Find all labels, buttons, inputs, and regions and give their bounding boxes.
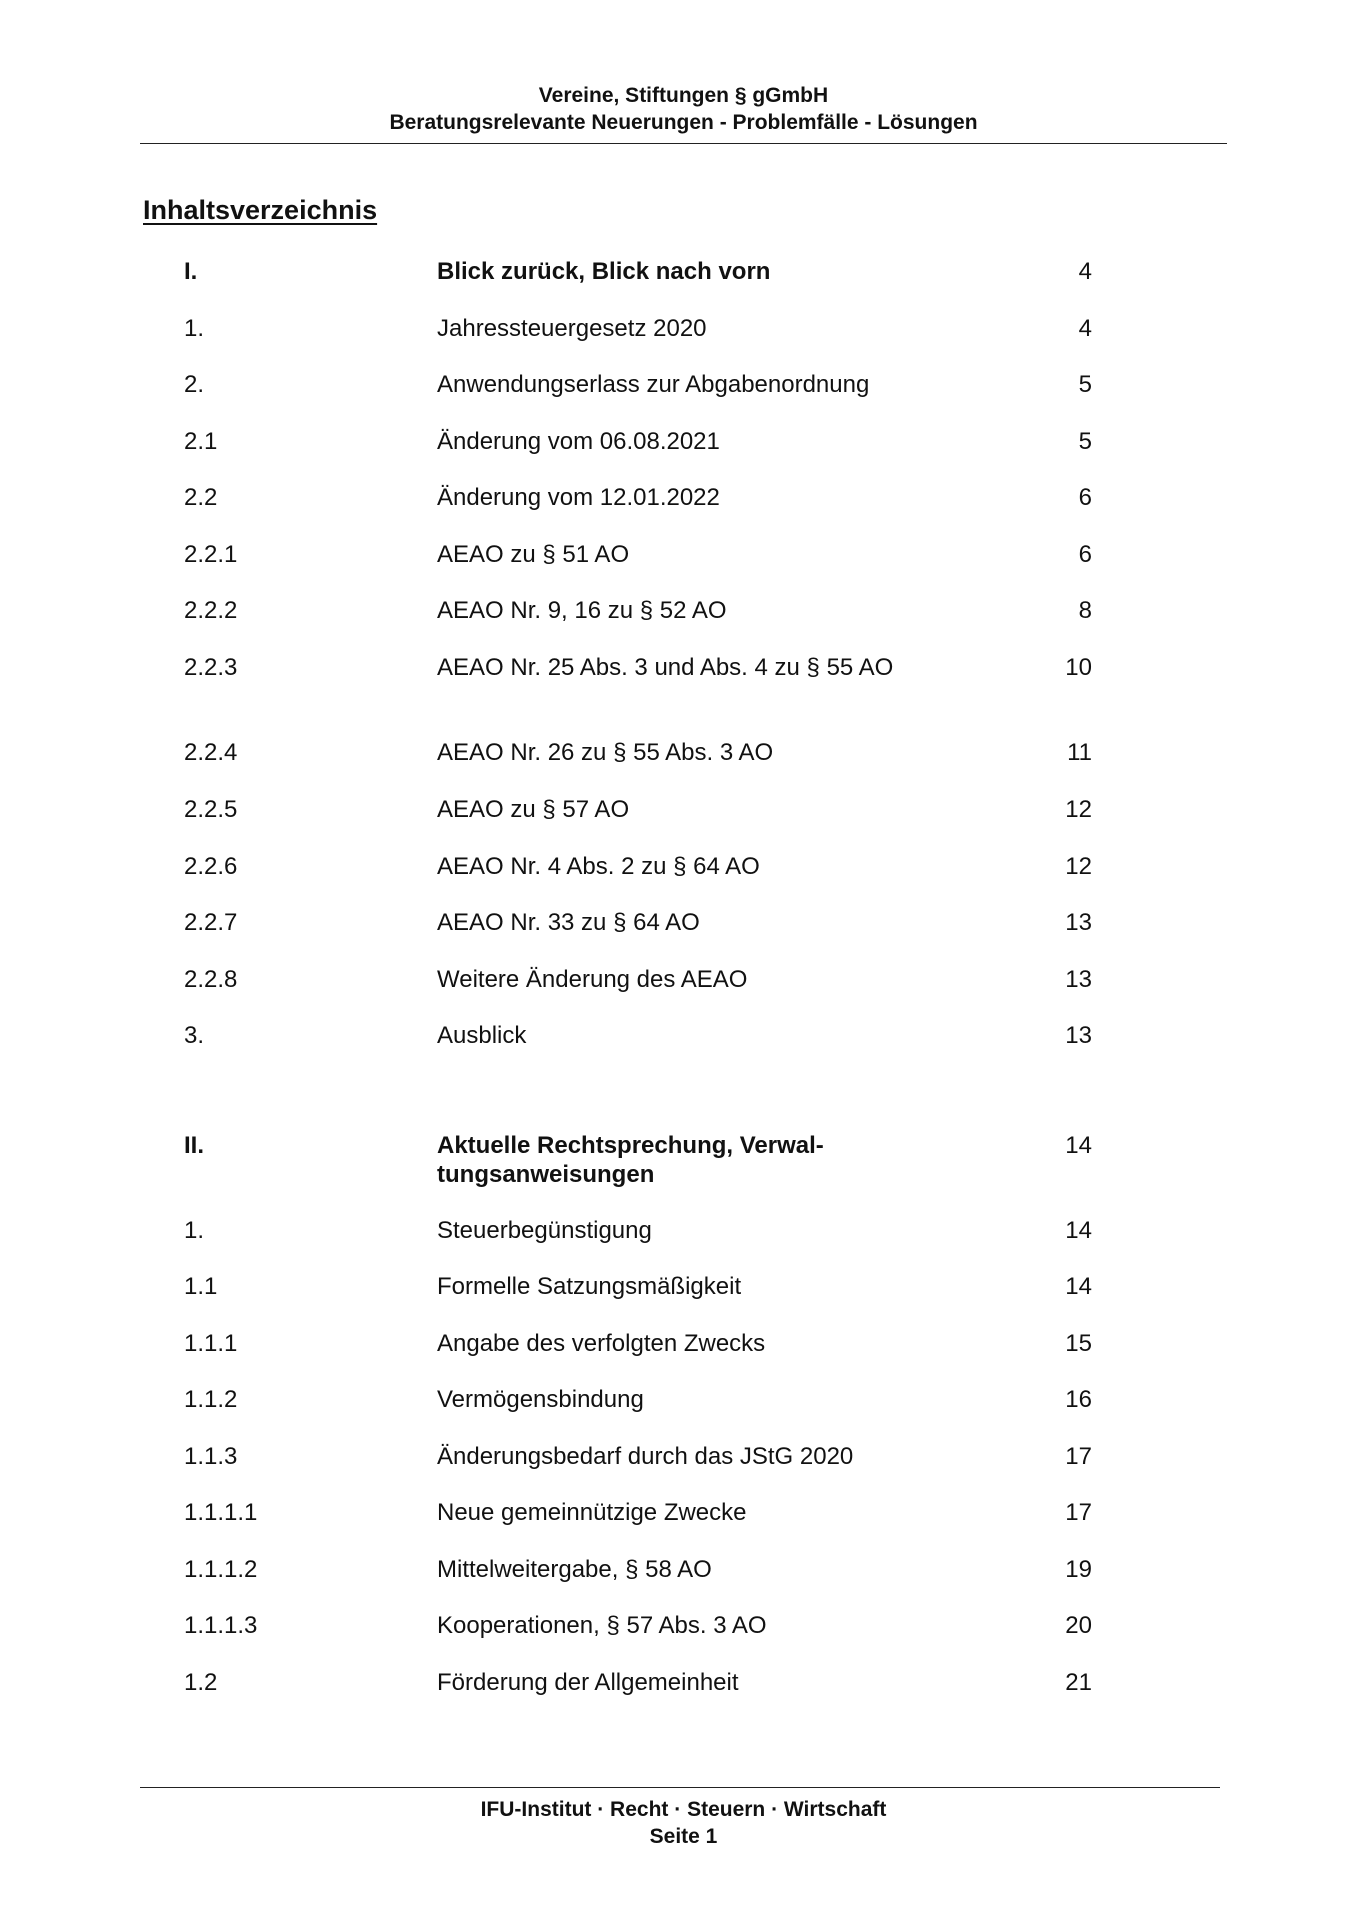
toc-entry-number: 2.1 [184, 428, 218, 455]
header-subtitle: Beratungsrelevante Neuerungen - Problemfälle - Lösungen [389, 111, 978, 134]
page-header [140, 82, 1227, 136]
toc-entry-page: 16 [1065, 1386, 1092, 1413]
toc-entry-page: 20 [1065, 1612, 1092, 1639]
toc-entry-title: Blick zurück, Blick nach vorn [437, 258, 771, 285]
toc-entry-number: 2.2.4 [184, 739, 238, 766]
toc-entry-number: 1.1.2 [184, 1386, 238, 1413]
toc-entry-title: Vermögensbindung [437, 1386, 644, 1413]
header-title: Vereine, Stiftungen § gGmbH [538, 84, 829, 107]
footer-page-number: Seite 1 [649, 1825, 718, 1848]
toc-entry-page: 8 [1078, 597, 1092, 624]
toc-entry-number: 1.1.1.2 [184, 1556, 258, 1583]
toc-entry-title: Aktuelle Rechtsprechung, Verwal-tungsanweisungen [437, 1132, 824, 1188]
toc-entry-number: 1.1.1.1 [184, 1499, 258, 1526]
toc-entry-number: 3. [184, 1022, 205, 1049]
toc-entry-page: 14 [1065, 1132, 1092, 1159]
toc-entry-page: 6 [1078, 541, 1092, 568]
toc-entry-page: 11 [1067, 739, 1092, 766]
toc-entry-title: AEAO Nr. 33 zu § 64 AO [437, 909, 700, 936]
toc-entry-number: 1.1.1.3 [184, 1612, 258, 1639]
toc-entry-title: AEAO zu § 51 AO [437, 541, 630, 568]
toc-entry-number: 2.2.1 [184, 541, 238, 568]
toc-entry-title: Kooperationen, § 57 Abs. 3 AO [437, 1612, 767, 1639]
toc-entry-title: AEAO Nr. 25 Abs. 3 und Abs. 4 zu § 55 AO [437, 654, 894, 681]
toc-entry-page: 4 [1078, 258, 1092, 285]
toc-entry-page: 5 [1078, 428, 1092, 455]
toc-entry-title: Anwendungserlass zur Abgabenordnung [437, 371, 870, 398]
toc-entry-title: Formelle Satzungsmäßigkeit [437, 1273, 742, 1300]
toc-entry-page: 12 [1065, 796, 1092, 823]
toc-entry-number: 2.2.3 [184, 654, 238, 681]
toc-entry-page: 5 [1078, 371, 1092, 398]
toc-entry-page: 13 [1065, 909, 1092, 936]
toc-entry-number: 1.1.1 [184, 1330, 238, 1357]
toc-entry-title: Ausblick [437, 1022, 527, 1049]
toc-entry-title: Änderung vom 12.01.2022 [437, 484, 720, 511]
toc-entry-title: AEAO Nr. 26 zu § 55 Abs. 3 AO [437, 739, 774, 766]
toc-entry-page: 13 [1065, 1022, 1092, 1049]
toc-entry-title: Neue gemeinnützige Zwecke [437, 1499, 747, 1526]
toc-entry-number: 2.2.2 [184, 597, 238, 624]
toc-entry-title: AEAO Nr. 9, 16 zu § 52 AO [437, 597, 727, 624]
toc-entry-title: AEAO zu § 57 AO [437, 796, 630, 823]
toc-entry-page: 21 [1065, 1669, 1092, 1696]
toc-entry-page: 17 [1065, 1499, 1092, 1526]
toc-entry-page: 15 [1065, 1330, 1092, 1357]
toc-entry-number: 2.2.7 [184, 909, 238, 936]
toc-entry-number: 2.2.8 [184, 966, 238, 993]
footer-institute: IFU-Institut · Recht · Steuern · Wirtschaft [480, 1798, 887, 1821]
toc-entry-page: 13 [1065, 966, 1092, 993]
toc-entry-number: I. [184, 258, 198, 285]
page-footer [140, 1796, 1227, 1850]
toc-entry-page: 6 [1078, 484, 1092, 511]
toc-entry-number: 1. [184, 1217, 205, 1244]
toc-heading: Inhaltsverzeichnis [143, 195, 378, 225]
toc-entry-number: 1.2 [184, 1669, 218, 1696]
toc-entry-page: 14 [1065, 1217, 1092, 1244]
toc-entry-number: 2.2.5 [184, 796, 238, 823]
toc-entry-title: Änderungsbedarf durch das JStG 2020 [437, 1443, 854, 1470]
toc-entry-number: 2.2.6 [184, 853, 238, 880]
toc-entry-number: 1. [184, 315, 205, 342]
toc-entry-page: 14 [1065, 1273, 1092, 1300]
toc-entry-page: 19 [1065, 1556, 1092, 1583]
toc-entry-page: 12 [1065, 853, 1092, 880]
header-divider [140, 143, 1227, 144]
toc-entry-title: Jahressteuergesetz 2020 [437, 315, 707, 342]
toc-entry-number: II. [184, 1132, 205, 1159]
toc-entry-page: 4 [1078, 315, 1092, 342]
footer-divider [140, 1787, 1220, 1788]
toc-entry-number: 2. [184, 371, 205, 398]
toc-entry-page: 10 [1065, 654, 1092, 681]
toc-entry-title: Steuerbegünstigung [437, 1217, 652, 1244]
toc-entry-title: Änderung vom 06.08.2021 [437, 428, 720, 455]
toc-entry-title: Angabe des verfolgten Zwecks [437, 1330, 766, 1357]
toc-entry-number: 1.1.3 [184, 1443, 238, 1470]
toc-entry-number: 2.2 [184, 484, 218, 511]
toc-entry-number: 1.1 [184, 1273, 218, 1300]
toc-entry-title: Förderung der Allgemeinheit [437, 1669, 739, 1696]
toc-entry-title: Mittelweitergabe, § 58 AO [437, 1556, 712, 1583]
toc-entry-title: AEAO Nr. 4 Abs. 2 zu § 64 AO [437, 853, 760, 880]
toc-entry-title: Weitere Änderung des AEAO [437, 966, 748, 993]
toc-entry-page: 17 [1065, 1443, 1092, 1470]
